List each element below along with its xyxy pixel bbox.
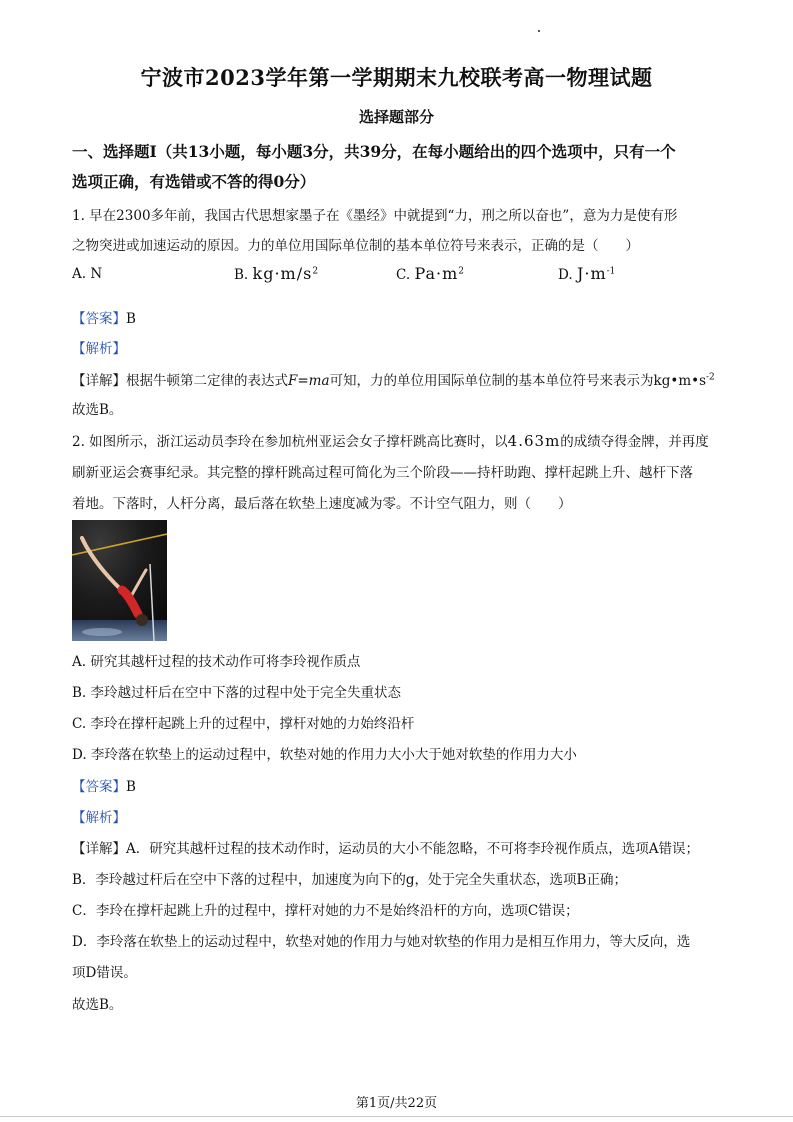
q2-answer-tag: 【答案】 (72, 779, 126, 795)
q1-detail-formula: F=ma (288, 373, 330, 389)
q2-detail-d-line1: D．李玲落在软垫上的运动过程中，软垫对她的作用力与她对软垫的作用力是相互作用力，等大反向，选 (72, 934, 691, 950)
q1-option-c (396, 264, 464, 283)
q1-detail-pre: 根据牛顿第二定律的表达式 (126, 373, 288, 389)
q1-stem-line1: 1. 早在2300多年前，我国古代思想家墨子在《墨经》中就提到“力，刑之所以奋也”，意为力是使有形 (72, 208, 678, 224)
q1-answer-tag: 【答案】 (72, 311, 126, 327)
section-title: 选择题部分 (358, 108, 434, 126)
page-title: 宁波市2023学年第一学期期末九校联考高一物理试题 (140, 65, 653, 90)
q1-conclusion: 故选B。 (72, 402, 123, 418)
q1-option-c-exp: 2 (458, 266, 465, 277)
q2-detail-tag: 【详解】 (72, 841, 126, 857)
q1-detail (72, 369, 715, 389)
q1-option-d-exp: -1 (606, 266, 616, 277)
q2-answer-value: B (126, 779, 136, 795)
q2-stem-line2: 刷新亚运会赛事纪录。其完整的撑杆跳高过程可简化为三个阶段——持杆助跑、撑杆起跳上升、越杆下落 (72, 465, 693, 481)
q1-option-d-unit: J·m (576, 264, 607, 283)
q1-option-c-label: C. (396, 267, 411, 283)
q1-option-d-label: D. (558, 267, 573, 283)
q1-detail-post: 可知，力的单位用国际单位制的基本单位符号来表示为kg•m•s (329, 373, 707, 389)
q1-option-b (234, 264, 318, 283)
q1-option-d (558, 264, 615, 283)
q1-option-b-unit: kg·m/s (252, 264, 313, 283)
pole-vault-athlete-photo (72, 520, 167, 641)
q2-detail-a-text: A．研究其越杆过程的技术动作时，运动员的大小不能忽略，不可将李玲视作质点，选项A错误； (126, 841, 699, 857)
q2-detail-d-line2: 项D错误。 (72, 965, 137, 981)
q1-analysis-tag: 【解析】 (72, 341, 126, 357)
q2-detail-c: C．李玲在撑杆起跳上升的过程中，撑杆对她的力不是始终沿杆的方向，选项C错误； (72, 903, 579, 919)
q2-option-a: A. 研究其越杆过程的技术动作可将李玲视作质点 (72, 654, 361, 670)
q2-stem-line1-pre: 2. 如图所示，浙江运动员李玲在参加杭州亚运会女子撑杆跳高比赛时，以 (72, 434, 508, 450)
q2-stem-line1 (72, 430, 709, 450)
q2-answer (72, 775, 136, 795)
q2-stem-value: 4.63m (507, 432, 561, 450)
bottom-rule (0, 1116, 793, 1117)
scan-dot (538, 30, 540, 32)
q2-option-d: D. 李玲落在软垫上的运动过程中，软垫对她的作用力大小大于她对软垫的作用力大小 (72, 747, 577, 763)
q2-stem-line3: 着地。下落时，人杆分离，最后落在软垫上速度减为零。不计空气阻力，则（ ） (72, 496, 572, 512)
page-footer: 第1页/共22页 (355, 1096, 438, 1111)
q2-conclusion: 故选B。 (72, 997, 123, 1013)
q2-detail-a (72, 837, 699, 857)
q1-answer-value: B (126, 311, 136, 327)
q1-answer (72, 307, 136, 327)
q1-detail-exp: -2 (706, 372, 715, 383)
q2-option-c: C. 李玲在撑杆起跳上升的过程中，撑杆对她的力始终沿杆 (72, 716, 415, 732)
q1-option-b-exp: 2 (312, 266, 319, 277)
q2-stem-line1-post: 的成绩夺得金牌，并再度 (560, 434, 709, 450)
part-heading-line2: 选项正确，有选错或不答的得0分） (72, 172, 316, 191)
q2-detail-b: B．李玲越过杆后在空中下落的过程中，加速度为向下的g，处于完全失重状态，选项B正确； (72, 872, 627, 888)
q1-option-c-unit: Pa·m (414, 264, 459, 283)
q1-option-a: A. N (72, 266, 103, 282)
q1-detail-tag: 【详解】 (72, 373, 126, 389)
q2-analysis-tag: 【解析】 (72, 810, 126, 826)
q1-option-b-label: B. (234, 267, 249, 283)
q2-option-b: B. 李玲越过杆后在空中下落的过程中处于完全失重状态 (72, 685, 402, 701)
q1-stem-line2: 之物突进或加速运动的原因。力的单位用国际单位制的基本单位符号来表示，正确的是（ ） (72, 238, 639, 254)
part-heading-line1: 一、选择题Ⅰ（共13小题，每小题3分，共39分，在每小题给出的四个选项中，只有一个 (72, 142, 676, 161)
